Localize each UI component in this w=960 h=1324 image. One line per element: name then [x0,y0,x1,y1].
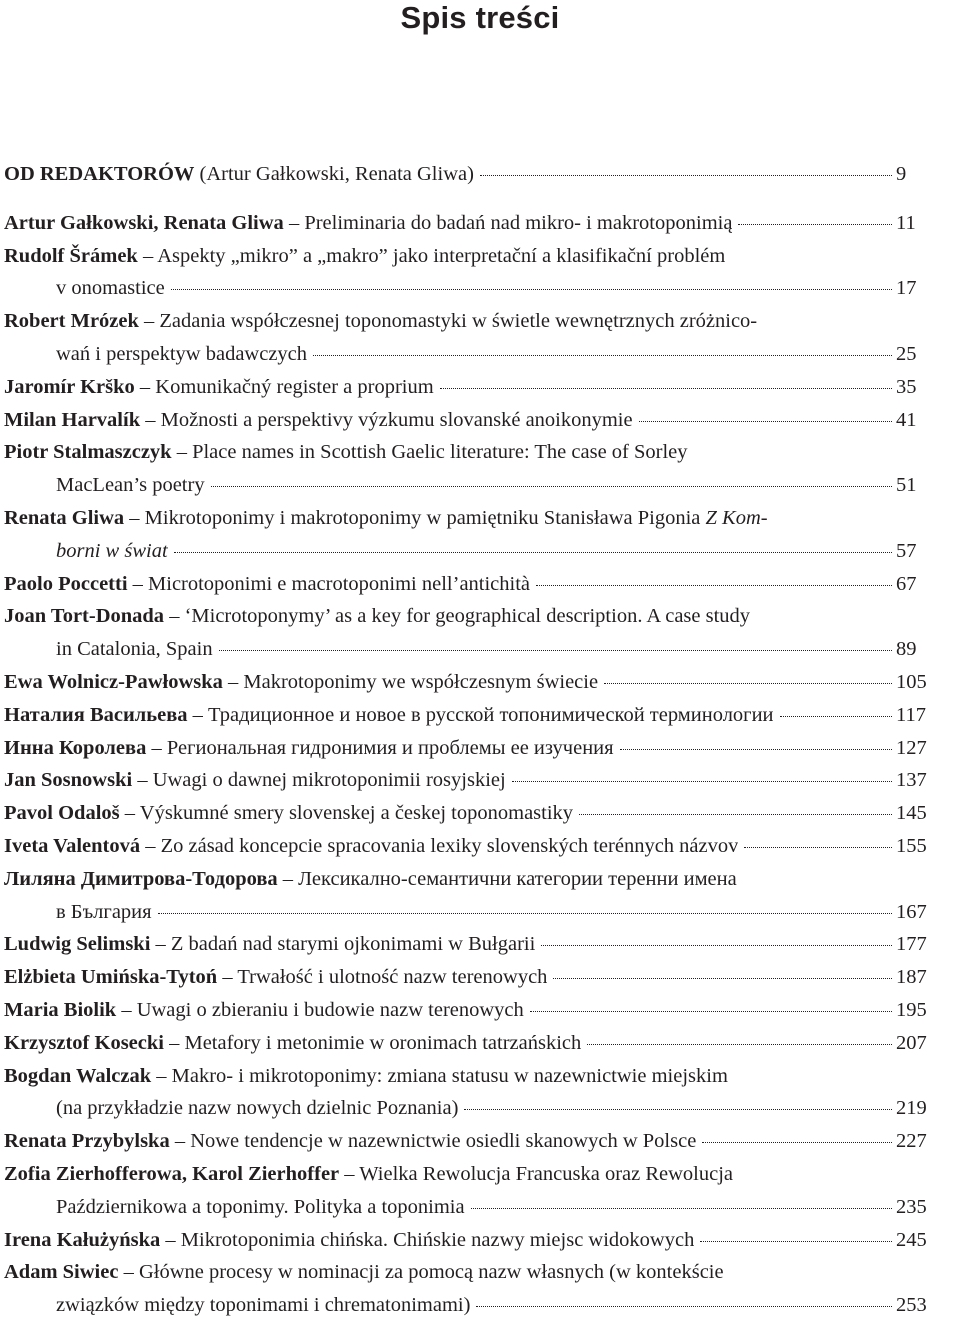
toc-entry[interactable] [4,404,956,437]
toc-entry-separator: – [217,966,238,989]
toc-entry-author: Joan Tort-Donada [4,605,165,628]
toc-entry-title-continued: Październikowa a toponimy. Polityka a toponimia [56,1195,465,1218]
toc-entry-page: 245 [896,1228,927,1251]
toc-entry-page: 35 [896,375,917,398]
toc-entry-page: 17 [896,277,917,300]
toc-entry-title: Wielka Rewolucja Francuska oraz Rewolucja [359,1162,734,1185]
toc-entry-separator: – [160,1228,181,1251]
toc-entry-author: Zofia Zierhofferowa, Karol Zierhoffer [4,1162,340,1185]
leader-dots [744,846,892,848]
toc-entry-page: 195 [896,998,927,1021]
leader-dots [471,1207,892,1209]
toc-entry-page: 207 [896,1031,927,1054]
leader-dots [158,912,892,914]
toc-entry[interactable] [4,600,956,666]
toc-entry[interactable] [4,994,956,1027]
leader-dots [639,420,892,422]
toc-entry[interactable] [4,928,956,961]
toc-entry-title: Mikrotoponimy i makrotoponimy w pamiętniku Stanisława Pigonia [144,506,701,529]
toc-entry-author: Piotr Stalmaszczyk [4,441,172,464]
toc-entry[interactable] [4,1060,956,1126]
toc-entry-title: (Artur Gałkowski, Renata Gliwa) [199,163,474,185]
page-title: Spis treści [400,0,560,35]
toc-entry-author: Rudolf Šrámek [4,244,138,267]
toc-entry-author: Artur Gałkowski, Renata Gliwa [4,211,284,234]
toc-entry-author: Лиляна Димитрова-Тодорова [4,867,278,890]
toc-entry-title: Metafory i metonimie w oronimach tatrzańskich [184,1031,582,1054]
toc-entry[interactable] [4,207,956,240]
toc-entry-page: 25 [896,342,917,365]
toc-entry-page: 67 [896,572,917,595]
toc-entry-separator: – [151,1064,172,1087]
toc-entry[interactable] [4,830,956,863]
toc-entry[interactable] [4,699,956,732]
toc-entry[interactable] [4,568,956,601]
toc-entry-author: Bogdan Walczak [4,1064,152,1087]
toc-entry-title-continued: в България [56,900,152,923]
toc-entry-title: Uwagi o dawnej mikrotoponimii rosyjskiej [152,769,506,792]
toc-entry[interactable] [4,1158,956,1224]
toc-entry-author: Iveta Valentová [4,834,141,857]
toc-entry-page: 127 [896,736,927,759]
leader-dots [219,649,892,651]
leader-dots [174,551,892,553]
toc-entry-title: ‘Microtoponymy’ as a key for geographical description. A case study [184,605,751,628]
toc-entry-title: Лексикално-семантични категории теренни имена [298,867,737,890]
toc-entry-title: Komunikačný register a proprium [155,375,434,398]
toc-entry-separator: – [124,506,145,529]
toc-entry-separator: – [150,933,171,956]
toc-entry[interactable] [4,666,956,699]
toc-entry[interactable] [4,436,956,502]
toc-entry-title: Preliminaria do badań nad mikro- i makrotoponimią [304,211,733,234]
toc-entry-separator: – [146,736,167,759]
toc-entry-author: Renata Przybylska [4,1130,170,1153]
toc-entry-title-continued: MacLean’s poetry [56,474,205,497]
toc-entry-author: Jan Sosnowski [4,769,133,792]
toc-entry-separator: – [140,834,161,857]
toc-entry-page: 155 [896,834,927,857]
leader-dots [536,584,892,586]
leader-dots [620,748,892,750]
toc-entry-separator: – [222,670,244,693]
toc-entry[interactable] [4,158,956,191]
toc-entry-page: 51 [896,474,917,497]
leader-dots [587,1043,892,1045]
toc-entry-title: Makrotoponimy we współczesnym świecie [243,670,599,693]
toc-entry-page: 57 [896,539,917,562]
toc-entry[interactable] [4,1256,956,1322]
toc-entry-author: Pavol Odaloš [4,802,120,825]
toc-entry-author: Jaromír Krško [4,375,135,398]
toc-entry-page: 235 [896,1195,927,1218]
leader-dots [541,944,892,946]
toc-entry[interactable] [4,240,956,306]
toc-entry-author: Наталия Васильева [4,703,188,726]
leader-dots [780,715,892,717]
toc-entry-page: 227 [896,1130,927,1153]
toc-entry[interactable] [4,502,956,568]
toc-entry-separator: – [187,703,209,726]
toc-entry-title-continued: wań i perspektyw badawczych [56,342,308,365]
toc-entry-title-continued: borni w świat [56,539,168,562]
toc-entry-page: 177 [896,933,927,956]
toc-entry-title-continued: v onomastice [56,277,165,300]
leader-dots [738,223,892,225]
toc-entry-page: 137 [896,769,927,792]
toc-entry[interactable] [4,764,956,797]
toc-entry-title: Традиционное и новое в русской топонимической терминологии [208,703,774,726]
toc-entry-page: 117 [896,703,926,726]
toc-entry-title-continued: (na przykładzie nazw nowych dzielnic Poznania) [56,1097,459,1120]
toc-entry-title: Microtoponimi e macrotoponimi nell’antichità [148,572,531,595]
toc-entry-title: Výskumné smery slovenskej a českej toponomastiky [139,802,574,825]
toc-entry-title: Zadania współczesnej toponomastyki w świetle wewnętrznych zróżnico- [159,310,758,333]
toc-entry-separator: – [127,572,149,595]
toc-entry-author: Paolo Poccetti [4,572,128,595]
toc-entry-page: 167 [896,900,927,923]
toc-entry-separator: – [138,310,160,333]
leader-dots [476,1305,892,1307]
toc-entry-page: 219 [896,1097,927,1120]
leader-dots [702,1141,892,1143]
toc-entry-title: Zo zásad koncepcie spracovania lexiky slovenských terénnych názvov [160,834,739,857]
leader-dots [440,387,892,389]
toc-entry[interactable] [4,732,956,765]
toc-entry-title: Place names in Scottish Gaelic literature: The case of Sorley [192,441,688,464]
toc-entry[interactable] [4,1027,956,1060]
leader-dots [313,354,892,356]
table-of-contents [4,158,956,1322]
toc-entry-italic-title: Z Kom- [705,506,768,529]
leader-dots [579,813,892,815]
toc-entry-author: Maria Biolik [4,998,117,1021]
toc-entry-author: Renata Gliwa [4,506,125,529]
toc-entry-separator: – [137,244,158,267]
toc-entry-author: Krzysztof Kosecki [4,1031,164,1054]
toc-entry-separator: – [339,1162,360,1185]
toc-entry-separator: – [132,769,153,792]
toc-entry[interactable] [4,797,956,830]
toc-entry-separator: – [119,802,140,825]
toc-entry-author: Milan Harvalík [4,408,141,431]
toc-entry-author: Инна Королева [4,736,147,759]
toc-entry-separator: – [134,375,156,398]
toc-entry-separator: – [118,1261,139,1284]
toc-entry[interactable] [4,371,956,404]
toc-entry-title: Aspekty „mikro” a „makro” jako interpretační a klasifikační problém [157,244,726,267]
leader-dots [480,174,892,176]
toc-entry-page: 11 [896,211,916,234]
toc-entry-page: 41 [896,408,917,431]
toc-entry-title: Z badań nad starymi ojkonimami w Bułgarii [170,933,536,956]
toc-entry-author: Adam Siwiec [4,1261,119,1284]
toc-entry-title-continued: in Catalonia, Spain [56,638,213,661]
toc-entry-page: 253 [896,1294,927,1317]
toc-entry-separator: – [116,998,137,1021]
toc-entry-separator: – [164,605,185,628]
leader-dots [553,977,892,979]
leader-dots [464,1108,892,1110]
toc-entry-author: Ludwig Selimski [4,933,151,956]
leader-dots [530,1010,892,1012]
toc-entry-title: Trwałość i ulotność nazw terenowych [237,966,548,989]
toc-entry-title: Региональная гидронимия и проблемы ее изучения [166,736,614,759]
toc-entry-separator: – [169,1130,191,1153]
toc-entry-title: Nowe tendencje w nazewnictwie osiedli skanowych w Polsce [190,1130,697,1153]
toc-entry-separator: – [171,441,193,464]
toc-entry-author: Robert Mrózek [4,310,139,333]
toc-entry-title: Uwagi o zbieraniu i budowie nazw terenowych [136,998,524,1021]
toc-entry-author: OD REDAKTORÓW [4,163,195,185]
toc-entry-title: Mikrotoponimia chińska. Chińskie nazwy miejsc widokowych [180,1228,695,1251]
toc-entry-separator: – [283,211,305,234]
toc-entry-page: 145 [896,802,927,825]
leader-dots [700,1240,892,1242]
leader-dots [512,780,892,782]
toc-entry-title-continued: związków między toponimami i chrematonimami) [56,1294,471,1317]
toc-entry-author: Elżbieta Umińska-Tytoń [4,966,218,989]
toc-entry[interactable] [4,961,956,994]
toc-entry[interactable] [4,305,956,371]
toc-entry-author: Irena Kałużyńska [4,1228,161,1251]
toc-entry-title: Makro- i mikrotoponimy: zmiana statusu w nazewnictwie miejskim [171,1064,728,1087]
toc-entry[interactable] [4,1224,956,1257]
toc-entry-page: 187 [896,966,927,989]
toc-entry-separator: – [163,1031,185,1054]
leader-dots [211,485,892,487]
toc-entry-separator: – [140,408,161,431]
toc-entry-page: 9 [896,163,907,185]
leader-dots [171,288,892,290]
toc-entry-page: 89 [896,638,917,661]
toc-entry-separator: – [277,867,299,890]
toc-entry-title: Główne procesy w nominacji za pomocą nazw własnych (w kontekście [138,1261,724,1284]
toc-entry-title: Možnosti a perspektivy výzkumu slovanské anoikonymie [160,408,633,431]
toc-entry-page: 105 [896,670,927,693]
toc-entry[interactable] [4,863,956,929]
toc-entry[interactable] [4,1125,956,1158]
leader-dots [604,682,892,684]
toc-entry-author: Ewa Wolnicz-Pawłowska [4,670,223,693]
